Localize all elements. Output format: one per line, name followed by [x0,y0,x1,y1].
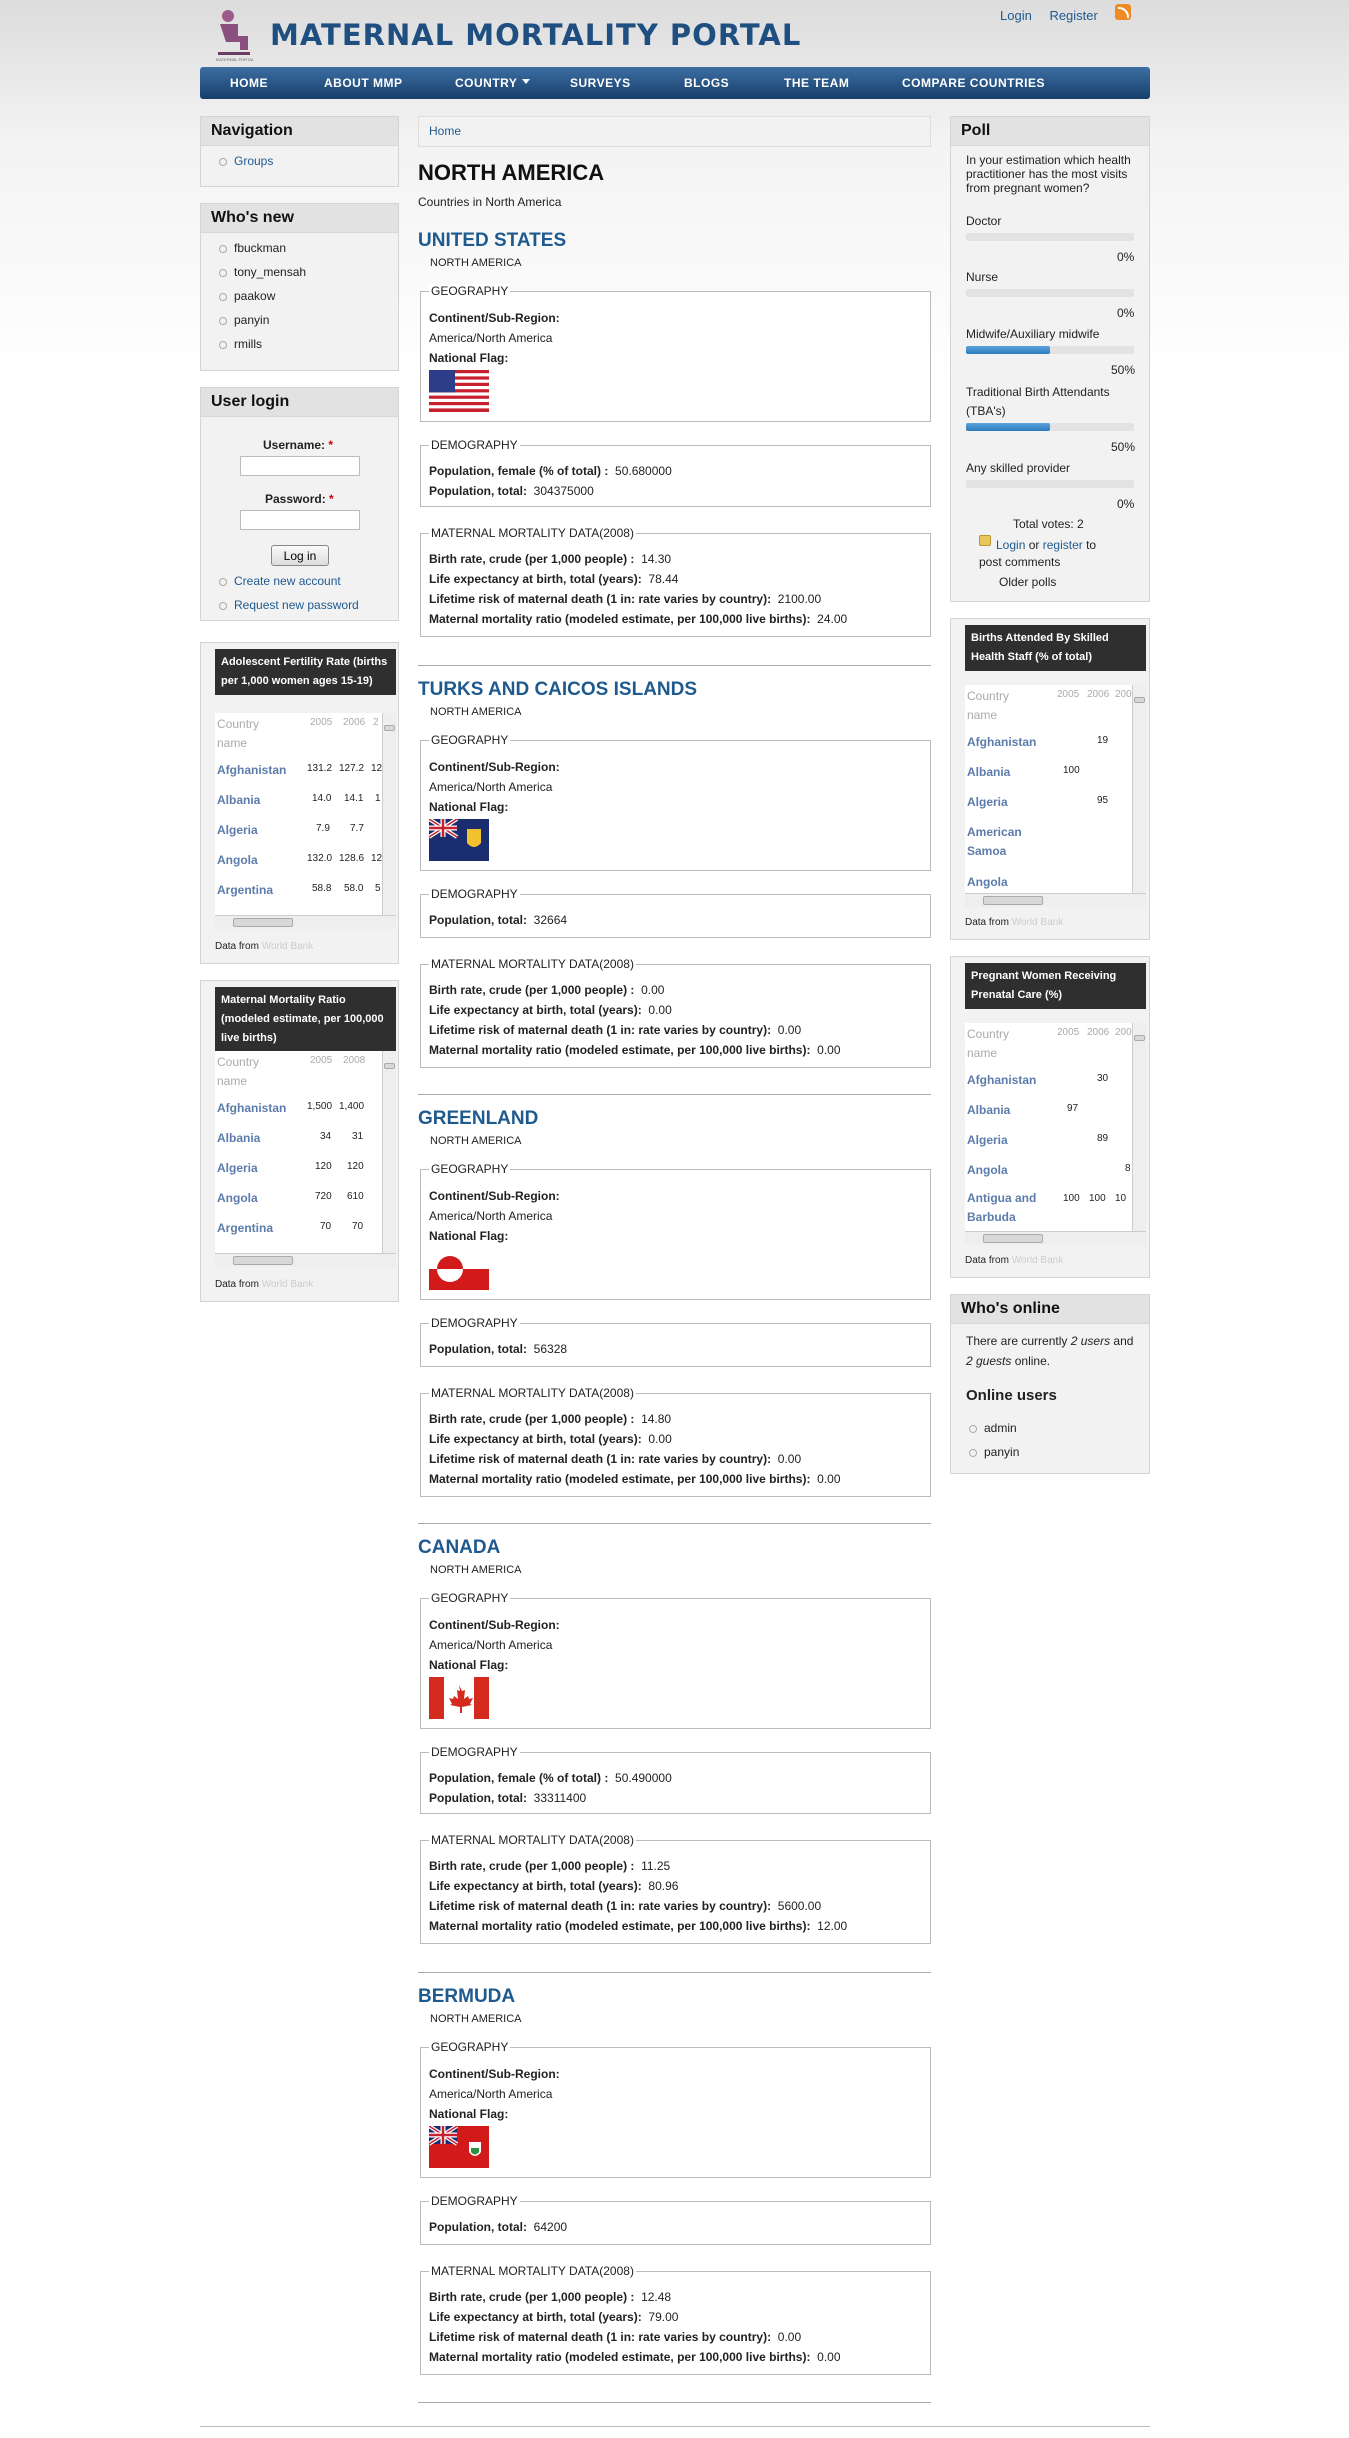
country-title[interactable]: TURKS AND CAICOS ISLANDS [418,679,698,700]
cell: 131.2 [307,763,333,774]
fieldset-legend: MATERNAL MORTALITY DATA(2008) [431,1833,634,1847]
col-header: Country name [967,689,1010,722]
country-link[interactable]: Antigua and Barbuda [967,1191,1037,1224]
country-link[interactable]: Algeria [967,795,1008,809]
col-header: 2005 [1057,1027,1080,1038]
continent-value: America/North America [429,780,553,794]
older-polls-link[interactable]: Older polls [999,575,1057,589]
poll-register-link[interactable]: register [1042,538,1083,552]
menu-compare[interactable]: COMPARE COUNTRIES [902,76,1045,90]
chevron-down-icon[interactable] [522,79,530,84]
cell: 7.9 [316,823,330,834]
country-link[interactable]: Angola [967,1163,1008,1177]
poll-fill [966,346,1050,354]
pop-female-label: Population, female (% of total) : [429,464,609,478]
col-header: 2 [373,717,379,728]
col-header: 2008 [343,1055,366,1066]
continent-label: Continent/Sub-Region: [429,760,560,774]
divider [418,1094,931,1095]
mmd-fieldset [420,1833,931,1944]
afr-table[interactable] [215,713,396,929]
life-exp-label: Life expectancy at birth, total (years): [429,1879,642,1893]
register-link[interactable]: Register [1049,8,1098,23]
pop-total-label: Population, total: [429,484,527,498]
birth-rate-label: Birth rate, crude (per 1,000 people) : [429,1859,635,1873]
country-link[interactable]: Albania [967,765,1011,779]
menu-surveys[interactable]: SURVEYS [570,76,631,90]
poll-bar [966,346,1134,354]
tc-flag-icon [429,819,489,861]
cell: 70 [320,1221,332,1232]
continent-label: Continent/Sub-Region: [429,1618,560,1632]
cell: 610 [347,1191,364,1202]
whos-new-block [200,203,399,371]
geography-fieldset [420,284,931,422]
continent-label: Continent/Sub-Region: [429,2067,560,2081]
divider [418,665,931,666]
poll-login-link[interactable]: Login [996,538,1026,552]
poll-percent: 0% [1117,306,1135,320]
country-link[interactable]: Albania [217,1131,261,1145]
horizontal-scrollbar[interactable] [215,915,396,929]
block-title: Who's online [951,1295,1149,1324]
country-title[interactable]: BERMUDA [418,1986,516,2007]
births-table[interactable] [965,685,1146,907]
fieldset-legend: GEOGRAPHY [431,1162,509,1176]
divider [418,1523,931,1524]
life-exp-label: Life expectancy at birth, total (years): [429,1003,642,1017]
life-exp-value: 0.00 [648,1432,672,1446]
continent-label: Continent/Sub-Region: [429,311,560,325]
continent-value: America/North America [429,1638,553,1652]
country-link[interactable]: American Samoa [967,825,1022,858]
svg-text:MATERNAL PORTAL: MATERNAL PORTAL [216,57,255,62]
fieldset-legend: MATERNAL MORTALITY DATA(2008) [431,2264,634,2278]
country-link[interactable]: Angola [217,1191,258,1205]
prenatal-table[interactable] [965,1023,1146,1245]
username-label: Username: * [263,438,334,452]
birth-rate-value: 0.00 [641,983,665,997]
site-logo[interactable] [212,8,258,62]
block-title: User login [201,388,398,417]
life-exp-value: 78.44 [648,572,679,586]
poll-option-label: Nurse [966,270,999,284]
country-link[interactable]: Albania [967,1103,1011,1117]
password-input[interactable] [240,510,360,530]
menu-about[interactable]: ABOUT MMP [324,76,403,90]
mm-ratio-label: Maternal mortality ratio (modeled estimate, per 100,000 live births): [429,612,811,626]
poll-login-text: Login or register to [996,538,1097,552]
login-button[interactable]: Log in [271,545,329,566]
country-link[interactable]: Afghanistan [217,763,287,777]
col-header: 2006 [343,717,366,728]
mm-ratio-label: Maternal mortality ratio (modeled estimate, per 100,000 live births): [429,2350,811,2364]
col-header: 2006 [1087,689,1110,700]
username-input[interactable] [240,456,360,476]
cell: 5 [375,883,381,894]
demography-fieldset [420,2194,931,2245]
cell: 89 [1097,1133,1109,1144]
gl-flag-icon [429,1248,489,1290]
lifetime-risk-label: Lifetime risk of maternal death (1 in: rate varies by country): [429,1899,772,1913]
bm-flag-icon [429,2126,489,2168]
cell: 10 [1115,1193,1127,1204]
source-link[interactable]: World Bank [261,1279,314,1290]
country-link[interactable]: Algeria [217,1161,258,1175]
flag-label: National Flag: [429,1229,509,1243]
poll-bar [966,480,1134,488]
pop-total-value: 32664 [533,913,568,927]
col-header: 200 [1115,689,1132,700]
block-title: Poll [951,117,1149,146]
cell: 1,500 [307,1101,333,1112]
fieldset-legend: GEOGRAPHY [431,2040,509,2054]
cell: 58.0 [344,883,364,894]
prenatal-widget [950,956,1150,1278]
lifetime-risk-value: 0.00 [777,2330,802,2344]
whos-online-block [950,1294,1150,1474]
lifetime-risk-value: 0.00 [777,1452,802,1466]
poll-post-comments: post comments [979,555,1061,569]
fieldset-legend: GEOGRAPHY [431,284,509,298]
data-source: Data from World Bank [965,917,1064,928]
poll-bar [966,233,1134,241]
geography-fieldset [420,2040,931,2178]
top-links [1000,8,1112,23]
mmd-fieldset [420,957,931,1068]
menu-team[interactable]: THE TEAM [784,76,850,90]
country-section-us [418,230,931,650]
flag-label: National Flag: [429,2107,509,2121]
pop-total-label: Population, total: [429,2220,527,2234]
request-password-link[interactable]: Request new password [234,598,359,612]
country-title[interactable]: CANADA [418,1537,501,1558]
widget-title: Adolescent Fertility Rate (births per 1,000 women ages 15-19) [215,649,396,695]
country-link[interactable]: Algeria [967,1133,1008,1147]
life-exp-label: Life expectancy at birth, total (years): [429,2310,642,2324]
geography-fieldset [420,733,931,871]
life-exp-label: Life expectancy at birth, total (years): [429,572,642,586]
mm-ratio-value: 0.00 [817,1472,841,1486]
vertical-scrollbar[interactable] [382,713,396,915]
col-header: 2005 [310,1055,333,1066]
navigation-block [200,116,399,187]
pop-female-value: 50.680000 [615,464,672,478]
country-link[interactable]: Argentina [217,883,274,897]
country-link[interactable]: Albania [217,793,261,807]
poll-fill [966,423,1050,431]
cell: 128.6 [339,853,365,864]
birth-rate-value: 11.25 [641,1859,671,1873]
ca-flag-icon [429,1677,489,1719]
region-label: NORTH AMERICA [430,257,522,269]
user-link[interactable]: panyin [984,1445,1020,1459]
mm-ratio-value: 24.00 [817,612,848,626]
life-exp-value: 0.00 [648,1003,672,1017]
pop-female-label: Population, female (% of total) : [429,1771,609,1785]
afr-widget [200,642,399,964]
continent-value: America/North America [429,331,553,345]
life-exp-value: 80.96 [648,1879,679,1893]
lifetime-risk-label: Lifetime risk of maternal death (1 in: rate varies by country): [429,2330,772,2344]
fieldset-legend: DEMOGRAPHY [431,1316,518,1330]
widget-title: Maternal Mortality Ratio (modeled estimate, per 100,000 live births) [215,987,396,1052]
country-link[interactable]: Afghanistan [967,735,1037,749]
rss-icon[interactable] [1115,4,1131,20]
main-menu [200,67,1150,99]
online-status-text: There are currently 2 users and 2 guests online. [966,1334,1134,1368]
country-section-gl [418,1108,931,1508]
birth-rate-value: 12.48 [641,2290,672,2304]
births-widget [950,618,1150,940]
mmr-table[interactable] [215,1051,396,1267]
fieldset-legend: MATERNAL MORTALITY DATA(2008) [431,957,634,971]
lock-icon [979,535,991,546]
country-title[interactable]: GREENLAND [418,1108,539,1129]
demography-fieldset [420,438,931,507]
cell: 100 [1089,1193,1106,1204]
pop-total-value: 304375000 [533,484,594,498]
horizontal-scrollbar[interactable] [215,1253,396,1267]
user-link[interactable]: fbuckman [234,241,287,255]
fieldset-legend: GEOGRAPHY [431,1591,509,1605]
menu-country[interactable]: COUNTRY [455,76,518,90]
flag-label: National Flag: [429,351,509,365]
continent-label: Continent/Sub-Region: [429,1189,560,1203]
mm-ratio-value: 0.00 [817,1043,841,1057]
poll-option-label: Doctor [966,214,1002,228]
horizontal-scrollbar[interactable] [965,1231,1146,1245]
mm-ratio-label: Maternal mortality ratio (modeled estimate, per 100,000 live births): [429,1472,811,1486]
password-label: Password: * [265,492,334,506]
site-title[interactable]: MATERNAL MORTALITY PORTAL [270,18,802,52]
country-link[interactable]: Afghanistan [217,1101,287,1115]
geography-fieldset [420,1591,931,1729]
col-header: Country name [217,717,260,750]
user-link[interactable]: paakow [234,289,276,303]
menu-home[interactable]: HOME [230,76,268,90]
birth-rate-value: 14.80 [641,1412,672,1426]
mmd-fieldset [420,1386,931,1497]
cell: 100 [1063,765,1080,776]
lifetime-risk-label: Lifetime risk of maternal death (1 in: rate varies by country): [429,1452,772,1466]
online-users-title: Online users [966,1387,1057,1404]
login-link[interactable]: Login [1000,8,1032,23]
country-link[interactable]: Angola [217,853,258,867]
demography-fieldset [420,1745,931,1814]
flag-label: National Flag: [429,800,509,814]
cell: 95 [1097,795,1109,806]
cell: 100 [1063,1193,1080,1204]
pop-total-label: Population, total: [429,1342,527,1356]
lifetime-risk-value: 5600.00 [777,1899,822,1913]
widget-title: Pregnant Women Receiving Prenatal Care (%) [965,963,1146,1009]
page-subtitle: Countries in North America [418,195,562,209]
mmr-widget [200,980,399,1302]
fieldset-legend: DEMOGRAPHY [431,438,518,452]
user-link[interactable]: admin [984,1421,1017,1435]
mm-ratio-label: Maternal mortality ratio (modeled estimate, per 100,000 live births): [429,1043,811,1057]
cell: 12 [371,763,383,774]
fieldset-legend: GEOGRAPHY [431,733,509,747]
col-header: 200 [1115,1027,1132,1038]
vertical-scrollbar[interactable] [382,1051,396,1253]
poll-bar [966,289,1134,297]
horizontal-scrollbar[interactable] [965,893,1146,907]
country-link[interactable]: Angola [967,875,1008,889]
geography-fieldset [420,1162,931,1300]
cell: 12 [371,853,383,864]
block-title: Navigation [201,117,398,146]
cell: 1,400 [339,1101,365,1112]
pop-total-label: Population, total: [429,1791,527,1805]
cell: 720 [315,1191,332,1202]
cell: 14.1 [344,793,364,804]
col-header: 2005 [1057,689,1080,700]
create-account-link[interactable]: Create new account [234,574,341,588]
fieldset-legend: DEMOGRAPHY [431,1745,518,1759]
cell: 120 [347,1161,364,1172]
pop-total-value: 33311400 [533,1791,587,1805]
mm-ratio-label: Maternal mortality ratio (modeled estimate, per 100,000 live births): [429,1919,811,1933]
poll-percent: 0% [1117,497,1135,511]
fieldset-legend: DEMOGRAPHY [431,887,518,901]
country-section-ca [418,1537,931,1957]
col-header: Country name [967,1027,1010,1060]
widget-title: Births Attended By Skilled Health Staff (% of total) [965,625,1146,671]
user-link[interactable]: panyin [234,313,270,327]
region-label: NORTH AMERICA [430,1564,522,1576]
cell: 97 [1067,1103,1079,1114]
footer-divider [200,2426,1150,2427]
continent-value: America/North America [429,2087,553,2101]
lifetime-risk-value: 2100.00 [777,592,822,606]
country-title[interactable]: UNITED STATES [418,230,567,251]
poll-question: In your estimation which health practitioner has the most visits from pregnant women? [966,153,1131,195]
user-link[interactable]: tony_mensah [234,265,307,279]
data-source: Data from World Bank [215,941,314,952]
cell: 132.0 [307,853,333,864]
source-link[interactable]: World Bank [1011,1255,1064,1266]
pop-total-value: 64200 [533,2220,568,2234]
region-label: NORTH AMERICA [430,706,522,718]
fieldset-legend: MATERNAL MORTALITY DATA(2008) [431,1386,634,1400]
page-title: NORTH AMERICA [418,160,605,185]
country-link[interactable]: Afghanistan [967,1073,1037,1087]
source-link[interactable]: World Bank [1011,917,1064,928]
vertical-scrollbar[interactable] [1132,685,1146,893]
lifetime-risk-label: Lifetime risk of maternal death (1 in: rate varies by country): [429,1023,772,1037]
pop-total-label: Population, total: [429,913,527,927]
divider [418,2402,931,2403]
mmd-fieldset [420,2264,931,2375]
pop-total-value: 56328 [533,1342,568,1356]
fieldset-legend: DEMOGRAPHY [431,2194,518,2208]
life-exp-label: Life expectancy at birth, total (years): [429,1432,642,1446]
divider [418,1972,931,1973]
lifetime-risk-label: Lifetime risk of maternal death (1 in: rate varies by country): [429,592,772,606]
birth-rate-label: Birth rate, crude (per 1,000 people) : [429,983,635,997]
us-flag-icon [429,370,489,412]
birth-rate-value: 14.30 [641,552,672,566]
poll-percent: 50% [1111,363,1136,377]
col-header: 2005 [310,717,333,728]
poll-block [950,116,1150,602]
flag-label: National Flag: [429,1658,509,1672]
cell: 58.8 [312,883,332,894]
country-link[interactable]: Argentina [217,1221,274,1235]
region-label: NORTH AMERICA [430,1135,522,1147]
poll-percent: 0% [1117,250,1135,264]
mm-ratio-value: 0.00 [817,2350,841,2364]
data-source: Data from World Bank [965,1255,1064,1266]
birth-rate-label: Birth rate, crude (per 1,000 people) : [429,1412,635,1426]
demography-fieldset [420,887,931,938]
source-link[interactable]: World Bank [261,941,314,952]
user-login-block [200,387,399,621]
nav-groups-link[interactable]: Groups [234,154,274,168]
birth-rate-label: Birth rate, crude (per 1,000 people) : [429,552,635,566]
breadcrumb-home[interactable]: Home [429,124,462,138]
col-header: 2006 [1087,1027,1110,1038]
poll-bar [966,423,1134,431]
cell: 19 [1097,735,1109,746]
cell: 1 [375,793,381,804]
poll-option-label: Midwife/Auxiliary midwife [966,327,1100,341]
cell: 8 [1125,1163,1131,1174]
cell: 7.7 [350,823,364,834]
cell: 31 [352,1131,364,1142]
poll-option-label: Any skilled provider [966,461,1071,475]
mmd-fieldset [420,526,931,637]
cell: 34 [320,1131,332,1142]
fieldset-legend: MATERNAL MORTALITY DATA(2008) [431,526,634,540]
breadcrumb [418,116,931,147]
data-source: Data from World Bank [215,1279,314,1290]
cell: 14.0 [312,793,332,804]
cell: 127.2 [339,763,365,774]
country-section-bm [418,1986,931,2386]
mm-ratio-value: 12.00 [817,1919,848,1933]
poll-total: Total votes: 2 [1013,517,1084,531]
poll-option-label: Traditional Birth Attendants (TBA's) [966,385,1110,418]
region-label: NORTH AMERICA [430,2013,522,2025]
lifetime-risk-value: 0.00 [777,1023,802,1037]
cell: 120 [315,1161,332,1172]
country-section-tc [418,679,931,1079]
cell: 30 [1097,1073,1109,1084]
poll-percent: 50% [1111,440,1136,454]
user-link[interactable]: rmills [234,337,262,351]
pop-female-value: 50.490000 [615,1771,672,1785]
birth-rate-label: Birth rate, crude (per 1,000 people) : [429,2290,635,2304]
demography-fieldset [420,1316,931,1367]
menu-blogs[interactable]: BLOGS [684,76,730,90]
cell: 70 [352,1221,364,1232]
life-exp-value: 79.00 [648,2310,679,2324]
vertical-scrollbar[interactable] [1132,1023,1146,1231]
continent-value: America/North America [429,1209,553,1223]
col-header: Country name [217,1055,260,1088]
table-row [965,823,1025,861]
block-title: Who's new [201,204,398,233]
country-link[interactable]: Algeria [217,823,258,837]
